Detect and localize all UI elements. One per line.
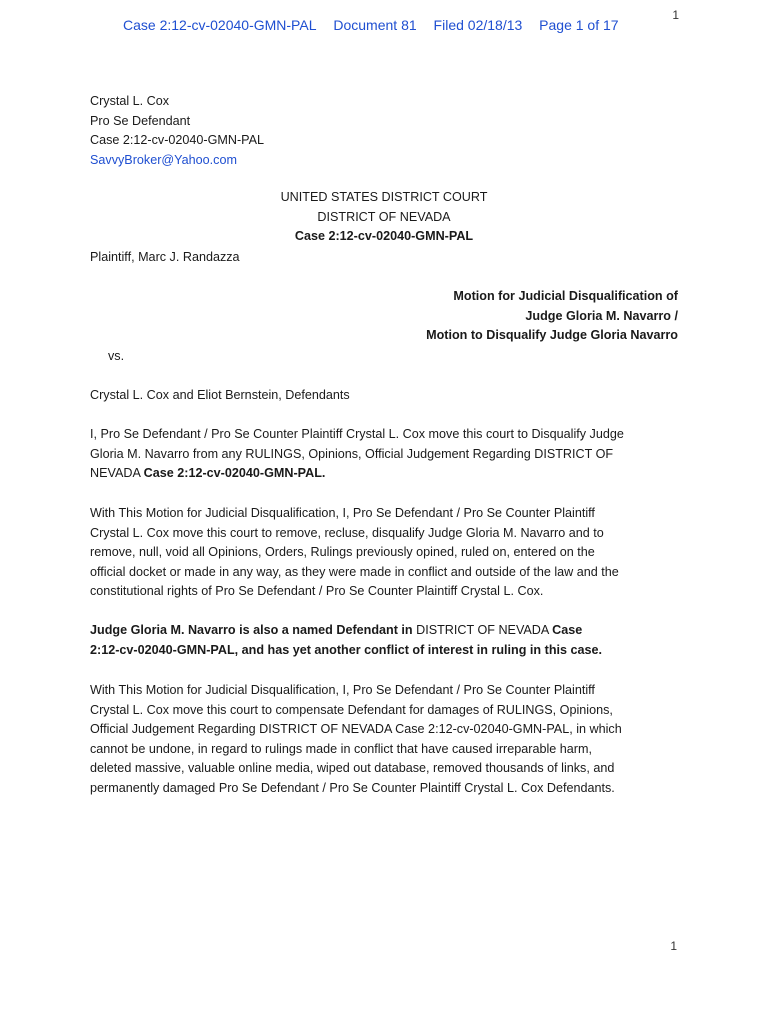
motion-title-line2: Judge Gloria M. Navarro /	[525, 308, 678, 323]
header-case-number: Case 2:12-cv-02040-GMN-PAL	[123, 17, 317, 33]
paragraph-remove-rulings	[90, 504, 680, 602]
paragraph-line: cannot be undone, in regard to rulings made in conflict that have caused irreparable harm,	[90, 741, 592, 756]
paragraph-line: I, Pro Se Defendant / Pro Se Counter Plaintiff Crystal L. Cox move this court to Disqualify Judge	[90, 427, 624, 441]
top-page-number: 1	[672, 8, 679, 22]
header-page-count: Page 1 of 17	[539, 17, 619, 33]
paragraph-line: remove, null, void all Opinions, Orders, Rulings previously opined, ruled on, entered on the	[90, 545, 595, 560]
sender-name: Crystal L. Cox	[90, 94, 170, 108]
paragraph-named-defendant	[90, 621, 680, 660]
versus-label: vs.	[108, 349, 125, 363]
paragraph-compensation	[90, 681, 680, 799]
paragraph-line: deleted massive, valuable online media, wiped out database, removed thousands of links, and	[90, 761, 615, 776]
paragraph-line	[90, 621, 680, 641]
court-block	[90, 188, 678, 247]
sender-email-link[interactable]: SavvyBroker@Yahoo.com	[90, 152, 237, 167]
bold-case-number: Case 2:12-cv-02040-GMN-PAL.	[143, 466, 326, 481]
paragraph-line: With This Motion for Judicial Disqualification, I, Pro Se Defendant / Pro Se Counter Plaintiff	[90, 683, 595, 697]
motion-title-line3: Motion to Disqualify Judge Gloria Navarro	[426, 328, 678, 343]
paragraph-line: official docket or made in any way, as they were made in conflict and outside of the law and the	[90, 564, 619, 579]
plaintiff-line: Plaintiff, Marc J. Randazza	[90, 250, 240, 264]
paragraph-line: Crystal L. Cox move this court to remove, recluse, disqualify Judge Gloria M. Navarro and to	[90, 525, 604, 540]
motion-title	[90, 287, 678, 346]
text-segment: Case	[552, 623, 583, 637]
paragraph-disqualify	[90, 425, 680, 484]
paragraph-line: Crystal L. Cox move this court to compensate Defendant for damages of RULINGS, Opinions,	[90, 702, 613, 717]
case-header-stamp	[123, 17, 619, 33]
paragraph-line: Official Judgement Regarding DISTRICT OF NEVADA Case 2:12-cv-02040-GMN-PAL, in which	[90, 722, 622, 737]
text-segment: NEVADA	[90, 466, 144, 481]
paragraph-line	[90, 464, 680, 484]
text-segment: DISTRICT OF NEVADA	[412, 623, 553, 637]
motion-title-line1: Motion for Judicial Disqualification of	[453, 289, 678, 303]
paragraph-line: Gloria M. Navarro from any RULINGS, Opinions, Official Judgement Regarding DISTRICT OF	[90, 446, 614, 461]
sender-case: Case 2:12-cv-02040-GMN-PAL	[90, 133, 265, 148]
header-filed-date: Filed 02/18/13	[433, 17, 523, 33]
paragraph-line: permanently damaged Pro Se Defendant / Pro Se Counter Plaintiff Crystal L. Cox Defendants.	[90, 780, 615, 795]
defendants-line: Crystal L. Cox and Eliot Bernstein, Defendants	[90, 388, 350, 402]
court-name: UNITED STATES DISTRICT COURT	[280, 190, 488, 204]
court-case-number: Case 2:12-cv-02040-GMN-PAL	[294, 229, 474, 244]
paragraph-line: With This Motion for Judicial Disqualification, I, Pro Se Defendant / Pro Se Counter Plaintiff	[90, 506, 595, 520]
text-segment: Judge Gloria M. Navarro is also a named Defendant in	[90, 623, 413, 637]
sender-block	[90, 92, 682, 170]
bottom-page-number: 1	[670, 939, 677, 953]
paragraph-line: constitutional rights of Pro Se Defendant / Pro Se Counter Plaintiff Crystal L. Cox.	[90, 584, 544, 599]
paragraph-line: 2:12-cv-02040-GMN-PAL, and has yet another conflict of interest in ruling in this case.	[90, 642, 603, 657]
sender-role: Pro Se Defendant	[90, 113, 191, 128]
court-district: DISTRICT OF NEVADA	[317, 209, 451, 224]
header-document-number: Document 81	[333, 17, 417, 33]
